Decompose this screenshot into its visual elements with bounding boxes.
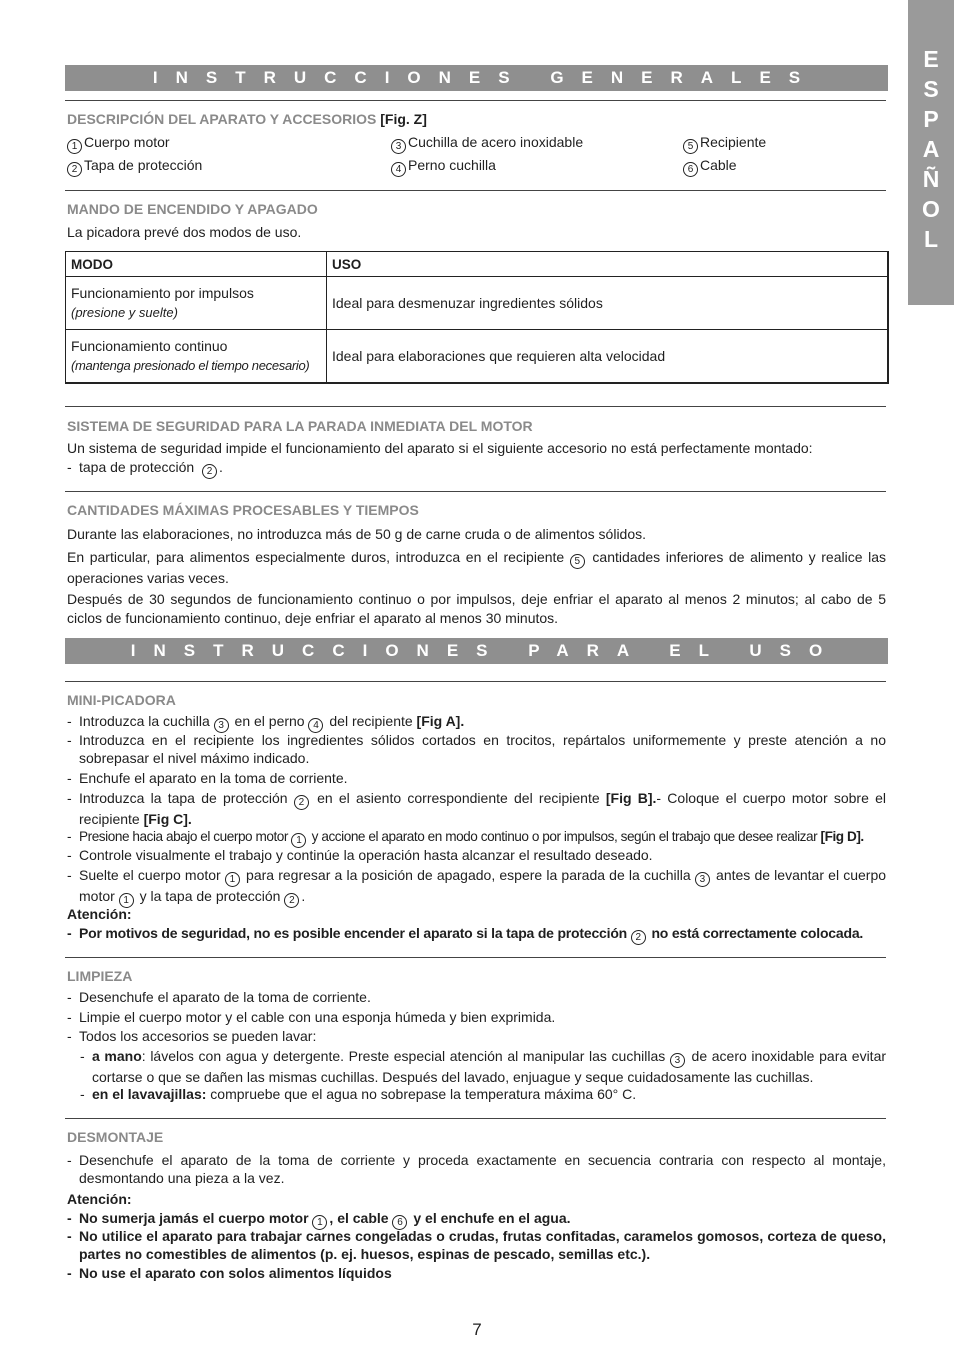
text: a mano [92,1048,142,1064]
sub-list-item [80,1047,886,1086]
table-cell-use: Ideal para desmenuzar ingredientes sólidos [327,277,889,330]
table-header-mode: MODO [66,252,327,277]
section-band-general: INSTRUCCIONES GENERALES [65,65,888,91]
text: antes de levantar el cuerpo motor [79,867,887,904]
section-heading-quantities: CANTIDADES MÁXIMAS PROCESABLES Y TIEMPOS [67,502,419,518]
accessory-label: Recipiente [700,134,767,150]
attention-label: Atención: [67,1191,132,1207]
accessory-label: Tapa de protección [84,157,203,173]
text: en el asiento correspondiente del recipiente [317,790,600,806]
section-heading-switch: MANDO DE ENCENDIDO Y APAGADO [67,201,318,217]
text: Por motivos de seguridad, no es posible encender el aparato si la tapa de protección [79,925,628,941]
section-heading-cleaning: LIMPIEZA [67,968,133,984]
table-cell-mode [66,330,327,383]
section-band-usage: INSTRUCCIONES PARA EL USO [65,638,888,664]
divider [65,1118,886,1119]
safety-item: - tapa de protección 2 . [67,458,886,479]
list-item [67,866,886,908]
language-tab-letter: Ñ [922,166,940,192]
table-row [66,330,889,383]
page-number: 7 [472,1320,482,1339]
text: en el perno [234,713,305,729]
language-tab-letter: A [922,136,940,162]
list-item: - Introduzca en el recipiente los ingredientes sólidos cortados en trocitos, repártalos uniformemente y preste atención a no sobrepasar el nivel máximo indicado. [67,731,886,767]
section-heading-mini-chopper: MINI-PICADORA [67,692,176,708]
list-item: - Controle visualmente el trabajo y continúe la operación hasta alcanzar el resultado deseado. [67,846,886,864]
heading-text: DESCRIPCIÓN DEL APARATO Y ACCESORIOS [67,111,377,127]
section-heading-disassembly: DESMONTAJE [67,1129,164,1145]
modes-table [65,251,889,384]
text: del recipiente [329,713,413,729]
accessory-item [391,157,496,177]
quantities-p1: Durante las elaboraciones, no introduzca más de 50 g de carne cruda o de alimentos sólidos. [67,526,647,542]
quantities-p2 [67,548,886,588]
text: No sumerja jamás el cuerpo motor [79,1210,309,1226]
mode-note: (mantenga presionado el tiempo necesario) [71,357,310,373]
warning-item: - No use el aparato con solos alimentos líquidos [67,1264,886,1282]
list-item: - Desenchufe el aparato de la toma de corriente. [67,988,886,1006]
accessory-label: Cuchilla de acero inoxidable [408,134,584,150]
number-badge: 6 [392,1215,407,1230]
accessory-item [67,134,170,154]
attention-label: Atención: [67,906,132,922]
divider [65,491,886,492]
number-badge: 3 [391,139,406,154]
warning-item [67,924,886,945]
text: - Coloque el cuerpo motor sobre el recipiente [79,790,886,827]
number-badge: 1 [119,893,134,908]
number-badge: 6 [683,162,698,177]
number-badge: 1 [225,872,240,887]
accessory-label: Cable [700,157,737,173]
safety-item-label: tapa de protección [79,459,195,475]
accessory-item [683,134,766,154]
number-badge: 4 [391,162,406,177]
figure-ref: [Fig C]. [143,811,192,827]
number-badge: 5 [570,554,585,569]
accessory-item [391,134,583,154]
divider [65,957,886,958]
number-badge: 5 [683,139,698,154]
accessory-item [683,157,737,177]
divider [65,190,886,191]
number-badge: 3 [670,1053,685,1068]
text: no está correctamente colocada. [651,925,864,941]
accessory-item [67,157,202,177]
accessory-label: Perno cuchilla [408,157,496,173]
language-tab-letter: O [922,196,940,222]
table-cell-use: Ideal para elaboraciones que requieren alta velocidad [327,330,889,383]
number-badge: 2 [294,795,309,810]
mode-note: (presione y suelte) [71,305,178,320]
list-item: - Enchufe el aparato en la toma de corriente. [67,769,886,787]
text: Introduzca la tapa de protección [79,790,288,806]
list-item [67,789,886,828]
switch-intro: La picadora prevé dos modos de uso. [67,224,302,240]
mode-name: Funcionamiento continuo [71,337,228,354]
language-tab [908,0,954,305]
divider [65,681,886,682]
text: , el cable [329,1210,389,1226]
number-badge: 1 [312,1215,327,1230]
figure-ref: [Fig D]. [820,829,864,844]
section-heading-description [67,111,427,127]
divider [65,406,886,407]
table-row [66,277,889,330]
text: Presione hacia abajo el cuerpo motor [79,829,288,844]
text: para regresar a la posición de apagado, espere la parada de la cuchilla [246,867,691,883]
divider [65,100,886,101]
quantities-p3: Después de 30 segundos de funcionamiento continuo o por impulsos, deje enfriar el aparato al menos 2 minutos; al cabo de 5 ciclos de funcionamiento continuo, deje enfriar el aparato al menos 30 minutos. [67,591,886,626]
text: : lávelos con agua y detergente. Preste especial atención al manipular las cuchillas [141,1048,666,1064]
text: en el lavavajillas: [92,1086,207,1102]
number-badge: 2 [284,893,299,908]
number-badge: 2 [202,464,217,479]
safety-text: Un sistema de seguridad impide el funcionamiento del aparato si el siguiente accesorio no está perfectamente montado: [67,440,813,456]
number-badge: 1 [291,833,306,848]
language-tab-letter: P [923,106,939,132]
warning-item: - No utilice el aparato para trabajar carnes congeladas o crudas, frutas confitadas, caramelos gomosos, corteza de queso, partes no comestibles de alimentos (p. ej. huesos, espinas de pescado, semillas etc.). [67,1227,886,1263]
accessory-label: Cuerpo motor [84,134,170,150]
text: y accione el aparato en modo continuo o por impulsos, según el trabajo que desee realizar [311,829,818,844]
number-badge: 2 [631,930,646,945]
text: Introduzca la cuchilla [79,713,210,729]
list-item [67,828,886,848]
sub-list-item [80,1085,886,1103]
text: Suelte el cuerpo motor [79,867,221,883]
number-badge: 4 [308,718,323,733]
figure-ref: [Fig. Z] [380,111,427,127]
section-heading-safety: SISTEMA DE SEGURIDAD PARA LA PARADA INMEDIATA DEL MOTOR [67,418,533,434]
number-badge: 3 [214,718,229,733]
list-item: - Desenchufe el aparato de la toma de corriente y proceda exactamente en secuencia contraria con respecto al montaje, desmontando una pieza a la vez. [67,1151,886,1187]
language-tab-letter: S [923,76,939,102]
text: . [301,888,306,904]
text: y la tapa de protección [139,888,281,904]
table-cell-mode [66,277,327,330]
list-item [67,712,886,733]
text: cantidades inferiores de alimento y realice las operaciones varias veces. [67,549,887,586]
text: y el enchufe en el agua. [413,1210,571,1226]
text: de acero inoxidable para evitar cortarse o que se dañen las mismas cuchillas. Después del lavado, enjuague y seque cuidadosamente las cuchillas. [92,1048,887,1085]
text: En particular, para alimentos especialmente duros, introduzca en el recipiente [67,549,565,565]
figure-ref: [Fig B]. [605,790,657,806]
number-badge: 2 [67,162,82,177]
number-badge: 1 [67,139,82,154]
language-tab-letter: L [923,226,939,252]
number-badge: 3 [695,872,710,887]
list-item: - Limpie el cuerpo motor y el cable con una esponja húmeda y bien exprimida. [67,1008,886,1026]
mode-name: Funcionamiento por impulsos [71,285,254,301]
list-item: - Todos los accesorios se pueden lavar: [67,1027,886,1045]
text: compruebe que el agua no sobrepase la temperatura máxima 60° C. [210,1086,637,1102]
figure-ref: [Fig A]. [416,713,465,729]
language-tab-letter: E [923,46,939,72]
table-header-use: USO [327,252,889,277]
